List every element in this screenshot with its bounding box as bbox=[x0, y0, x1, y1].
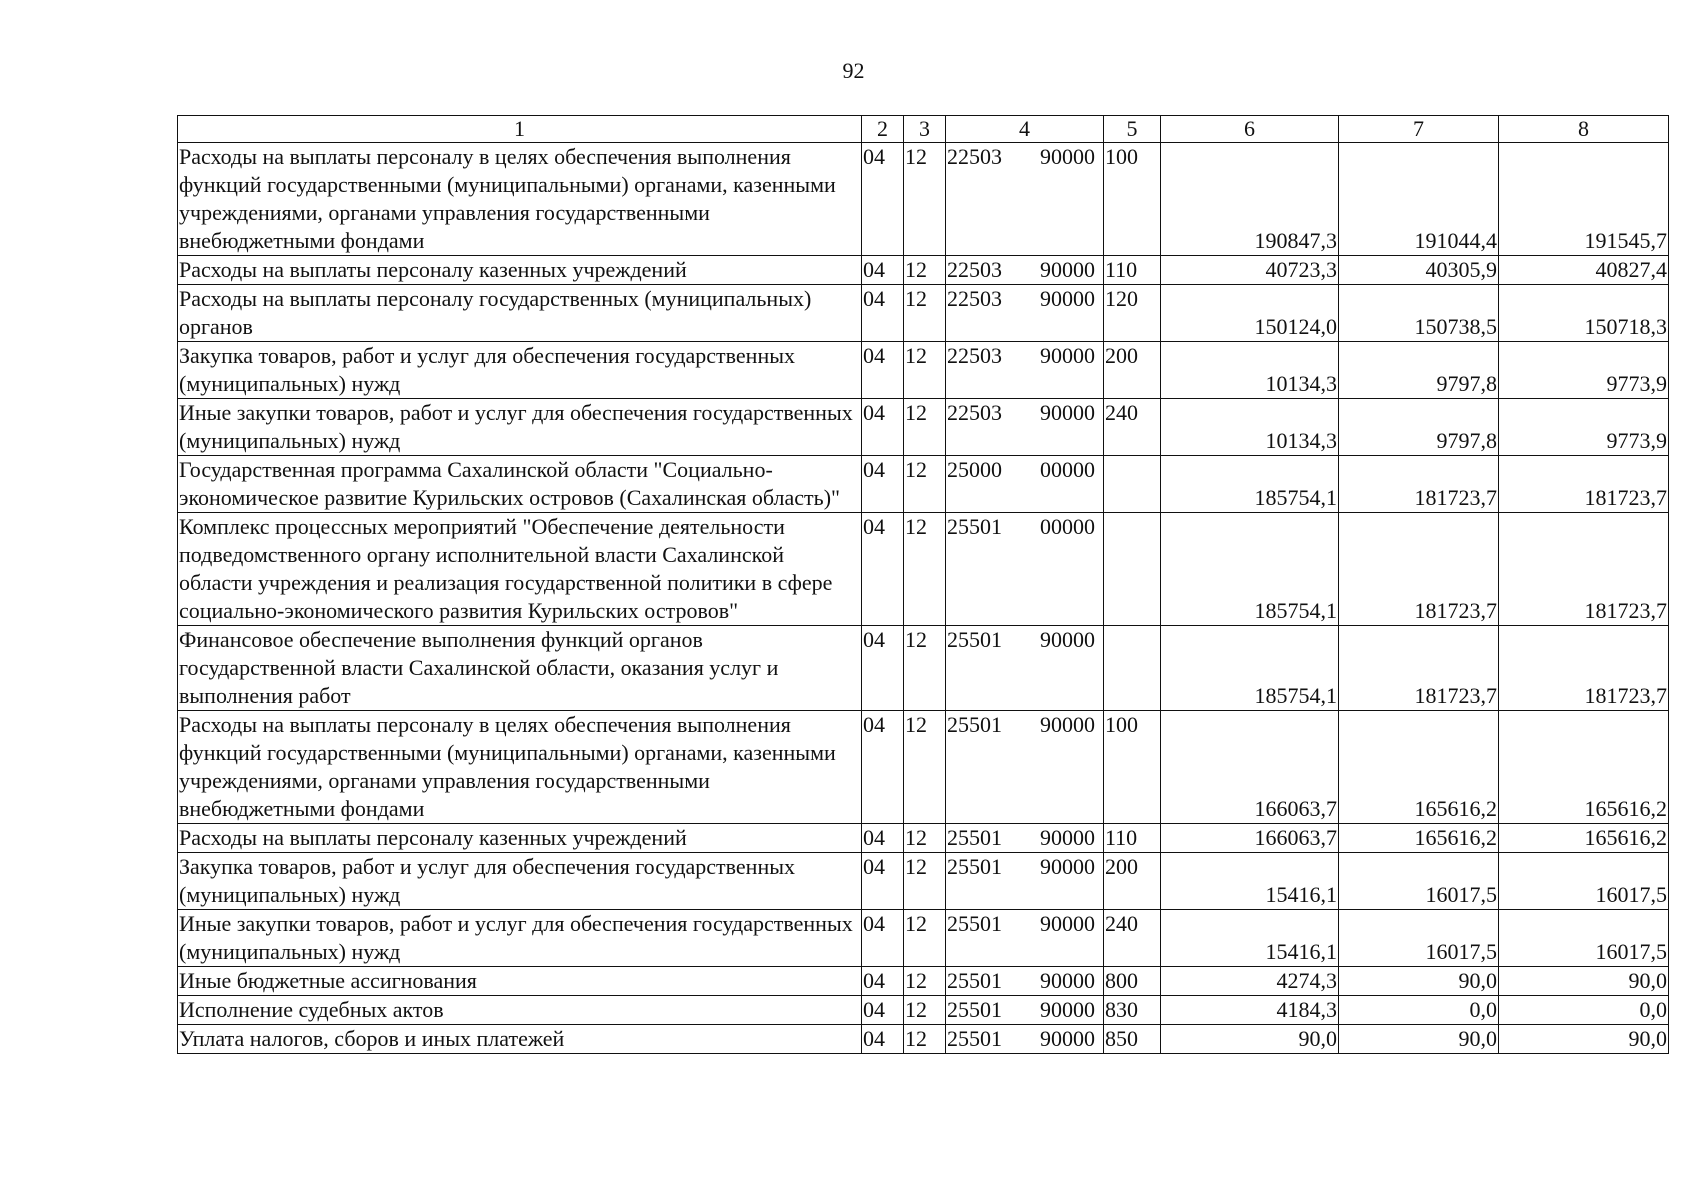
expense-type-code: 240 bbox=[1104, 399, 1161, 456]
section-code: 04 bbox=[862, 853, 904, 910]
target-article-code bbox=[946, 285, 1104, 342]
amount-year-3: 150718,3 bbox=[1499, 285, 1669, 342]
amount-year-3: 181723,7 bbox=[1499, 456, 1669, 513]
amount-year-2: 150738,5 bbox=[1339, 285, 1499, 342]
amount-year-2: 16017,5 bbox=[1339, 910, 1499, 967]
expense-type-code: 100 bbox=[1104, 143, 1161, 256]
row-description: Расходы на выплаты персоналу казенных учреждений bbox=[178, 824, 862, 853]
subsection-code: 12 bbox=[904, 711, 946, 824]
target-article-code bbox=[946, 853, 1104, 910]
amount-year-2: 90,0 bbox=[1339, 1025, 1499, 1054]
expense-type-code: 100 bbox=[1104, 711, 1161, 824]
expense-type-code: 200 bbox=[1104, 342, 1161, 399]
target-article-part2: 90000 bbox=[1040, 144, 1095, 169]
amount-year-3: 9773,9 bbox=[1499, 399, 1669, 456]
expense-type-code: 240 bbox=[1104, 910, 1161, 967]
amount-year-2: 181723,7 bbox=[1339, 456, 1499, 513]
target-article-part1: 22503 bbox=[947, 400, 1002, 425]
amount-year-3: 0,0 bbox=[1499, 996, 1669, 1025]
target-article-code bbox=[946, 824, 1104, 853]
page-number: 92 bbox=[842, 58, 865, 83]
amount-year-2: 9797,8 bbox=[1339, 399, 1499, 456]
table-row bbox=[178, 711, 1669, 824]
section-code: 04 bbox=[862, 285, 904, 342]
subsection-code: 12 bbox=[904, 285, 946, 342]
section-code: 04 bbox=[862, 513, 904, 626]
table-row bbox=[178, 399, 1669, 456]
target-article-part2: 90000 bbox=[1040, 968, 1095, 993]
amount-year-1: 90,0 bbox=[1161, 1025, 1339, 1054]
subsection-code: 12 bbox=[904, 967, 946, 996]
expense-type-code bbox=[1104, 456, 1161, 513]
target-article-part2: 90000 bbox=[1040, 997, 1095, 1022]
amount-year-1: 40723,3 bbox=[1161, 256, 1339, 285]
amount-year-1: 166063,7 bbox=[1161, 824, 1339, 853]
amount-year-1: 190847,3 bbox=[1161, 143, 1339, 256]
subsection-code: 12 bbox=[904, 853, 946, 910]
section-code: 04 bbox=[862, 1025, 904, 1054]
target-article-part1: 22503 bbox=[947, 144, 1002, 169]
target-article-part2: 90000 bbox=[1040, 712, 1095, 737]
row-description: Закупка товаров, работ и услуг для обеспечения государственных (муниципальных) нужд bbox=[178, 853, 862, 910]
amount-year-3: 40827,4 bbox=[1499, 256, 1669, 285]
table-row bbox=[178, 996, 1669, 1025]
table-row bbox=[178, 256, 1669, 285]
section-code: 04 bbox=[862, 143, 904, 256]
header-cell: 7 bbox=[1339, 116, 1499, 143]
section-code: 04 bbox=[862, 824, 904, 853]
expense-type-code: 830 bbox=[1104, 996, 1161, 1025]
row-description: Уплата налогов, сборов и иных платежей bbox=[178, 1025, 862, 1054]
amount-year-2: 9797,8 bbox=[1339, 342, 1499, 399]
target-article-part2: 90000 bbox=[1040, 854, 1095, 879]
row-description: Иные закупки товаров, работ и услуг для обеспечения государственных (муниципальных) нужд bbox=[178, 399, 862, 456]
subsection-code: 12 bbox=[904, 342, 946, 399]
subsection-code: 12 bbox=[904, 399, 946, 456]
row-description: Расходы на выплаты персоналу казенных учреждений bbox=[178, 256, 862, 285]
target-article-part2: 90000 bbox=[1040, 400, 1095, 425]
row-description: Финансовое обеспечение выполнения функций органов государственной власти Сахалинской области, оказания услуг и выполнения работ bbox=[178, 626, 862, 711]
amount-year-2: 165616,2 bbox=[1339, 824, 1499, 853]
target-article-code bbox=[946, 456, 1104, 513]
target-article-part2: 00000 bbox=[1040, 514, 1095, 539]
amount-year-2: 0,0 bbox=[1339, 996, 1499, 1025]
budget-table bbox=[177, 115, 1669, 1054]
amount-year-3: 165616,2 bbox=[1499, 711, 1669, 824]
target-article-part1: 25501 bbox=[947, 997, 1002, 1022]
subsection-code: 12 bbox=[904, 1025, 946, 1054]
amount-year-1: 185754,1 bbox=[1161, 626, 1339, 711]
target-article-code bbox=[946, 399, 1104, 456]
target-article-part2: 00000 bbox=[1040, 457, 1095, 482]
subsection-code: 12 bbox=[904, 910, 946, 967]
amount-year-2: 40305,9 bbox=[1339, 256, 1499, 285]
header-cell: 8 bbox=[1499, 116, 1669, 143]
target-article-part1: 25501 bbox=[947, 854, 1002, 879]
target-article-part2: 90000 bbox=[1040, 257, 1095, 282]
target-article-code bbox=[946, 1025, 1104, 1054]
table-row bbox=[178, 626, 1669, 711]
row-description: Расходы на выплаты персоналу государственных (муниципальных) органов bbox=[178, 285, 862, 342]
expense-type-code: 850 bbox=[1104, 1025, 1161, 1054]
row-description: Закупка товаров, работ и услуг для обеспечения государственных (муниципальных) нужд bbox=[178, 342, 862, 399]
row-description: Иные бюджетные ассигнования bbox=[178, 967, 862, 996]
target-article-code bbox=[946, 143, 1104, 256]
subsection-code: 12 bbox=[904, 626, 946, 711]
target-article-part1: 25501 bbox=[947, 712, 1002, 737]
target-article-part2: 90000 bbox=[1040, 1026, 1095, 1051]
header-cell: 6 bbox=[1161, 116, 1339, 143]
amount-year-3: 16017,5 bbox=[1499, 910, 1669, 967]
amount-year-2: 90,0 bbox=[1339, 967, 1499, 996]
target-article-part1: 25501 bbox=[947, 1026, 1002, 1051]
target-article-part1: 25501 bbox=[947, 514, 1002, 539]
section-code: 04 bbox=[862, 711, 904, 824]
amount-year-2: 181723,7 bbox=[1339, 626, 1499, 711]
table-row bbox=[178, 342, 1669, 399]
expense-type-code: 110 bbox=[1104, 824, 1161, 853]
header-cell: 5 bbox=[1104, 116, 1161, 143]
expense-type-code bbox=[1104, 513, 1161, 626]
subsection-code: 12 bbox=[904, 256, 946, 285]
amount-year-1: 10134,3 bbox=[1161, 399, 1339, 456]
subsection-code: 12 bbox=[904, 143, 946, 256]
target-article-part2: 90000 bbox=[1040, 911, 1095, 936]
section-code: 04 bbox=[862, 399, 904, 456]
target-article-code bbox=[946, 711, 1104, 824]
section-code: 04 bbox=[862, 342, 904, 399]
row-description: Государственная программа Сахалинской области "Социально-экономическое развитие Курильских островов (Сахалинская область)" bbox=[178, 456, 862, 513]
target-article-part1: 22503 bbox=[947, 257, 1002, 282]
amount-year-2: 191044,4 bbox=[1339, 143, 1499, 256]
expense-type-code: 200 bbox=[1104, 853, 1161, 910]
header-cell: 3 bbox=[904, 116, 946, 143]
target-article-part1: 22503 bbox=[947, 286, 1002, 311]
row-description: Комплекс процессных мероприятий "Обеспечение деятельности подведомственного органу исполнительной власти Сахалинской области учреждения и реализация государственной политики в сфере социально-экономического развития Курильских островов" bbox=[178, 513, 862, 626]
table-row bbox=[178, 967, 1669, 996]
table-row bbox=[178, 143, 1669, 256]
table-row bbox=[178, 456, 1669, 513]
target-article-part1: 25501 bbox=[947, 911, 1002, 936]
amount-year-3: 16017,5 bbox=[1499, 853, 1669, 910]
target-article-part2: 90000 bbox=[1040, 825, 1095, 850]
target-article-part1: 22503 bbox=[947, 343, 1002, 368]
table-row bbox=[178, 513, 1669, 626]
target-article-code bbox=[946, 626, 1104, 711]
section-code: 04 bbox=[862, 967, 904, 996]
target-article-code bbox=[946, 256, 1104, 285]
target-article-part1: 25501 bbox=[947, 627, 1002, 652]
header-cell: 2 bbox=[862, 116, 904, 143]
header-cell: 4 bbox=[946, 116, 1104, 143]
section-code: 04 bbox=[862, 996, 904, 1025]
subsection-code: 12 bbox=[904, 996, 946, 1025]
amount-year-1: 4184,3 bbox=[1161, 996, 1339, 1025]
table-row bbox=[178, 910, 1669, 967]
expense-type-code: 110 bbox=[1104, 256, 1161, 285]
table-row bbox=[178, 824, 1669, 853]
target-article-part1: 25501 bbox=[947, 825, 1002, 850]
section-code: 04 bbox=[862, 256, 904, 285]
table-row bbox=[178, 853, 1669, 910]
amount-year-2: 165616,2 bbox=[1339, 711, 1499, 824]
table-row bbox=[178, 285, 1669, 342]
subsection-code: 12 bbox=[904, 456, 946, 513]
amount-year-3: 90,0 bbox=[1499, 967, 1669, 996]
target-article-code bbox=[946, 910, 1104, 967]
header-cell: 1 bbox=[178, 116, 862, 143]
amount-year-1: 185754,1 bbox=[1161, 456, 1339, 513]
amount-year-1: 4274,3 bbox=[1161, 967, 1339, 996]
amount-year-3: 165616,2 bbox=[1499, 824, 1669, 853]
target-article-code bbox=[946, 967, 1104, 996]
target-article-code bbox=[946, 342, 1104, 399]
amount-year-1: 166063,7 bbox=[1161, 711, 1339, 824]
target-article-part1: 25000 bbox=[947, 457, 1002, 482]
expense-type-code bbox=[1104, 626, 1161, 711]
target-article-part1: 25501 bbox=[947, 968, 1002, 993]
row-description: Расходы на выплаты персоналу в целях обеспечения выполнения функций государственными (муниципальными) органами, казенными учреждениями, органами управления государственными внебюджетными фондами bbox=[178, 143, 862, 256]
amount-year-3: 181723,7 bbox=[1499, 626, 1669, 711]
section-code: 04 bbox=[862, 626, 904, 711]
section-code: 04 bbox=[862, 456, 904, 513]
target-article-part2: 90000 bbox=[1040, 343, 1095, 368]
table-header-row bbox=[178, 116, 1669, 143]
row-description: Иные закупки товаров, работ и услуг для обеспечения государственных (муниципальных) нужд bbox=[178, 910, 862, 967]
amount-year-1: 10134,3 bbox=[1161, 342, 1339, 399]
amount-year-2: 16017,5 bbox=[1339, 853, 1499, 910]
amount-year-3: 191545,7 bbox=[1499, 143, 1669, 256]
target-article-code bbox=[946, 996, 1104, 1025]
subsection-code: 12 bbox=[904, 513, 946, 626]
amount-year-1: 15416,1 bbox=[1161, 853, 1339, 910]
target-article-part2: 90000 bbox=[1040, 627, 1095, 652]
amount-year-1: 150124,0 bbox=[1161, 285, 1339, 342]
expense-type-code: 800 bbox=[1104, 967, 1161, 996]
subsection-code: 12 bbox=[904, 824, 946, 853]
amount-year-3: 90,0 bbox=[1499, 1025, 1669, 1054]
table-row bbox=[178, 1025, 1669, 1054]
amount-year-3: 9773,9 bbox=[1499, 342, 1669, 399]
amount-year-3: 181723,7 bbox=[1499, 513, 1669, 626]
row-description: Исполнение судебных актов bbox=[178, 996, 862, 1025]
target-article-part2: 90000 bbox=[1040, 286, 1095, 311]
section-code: 04 bbox=[862, 910, 904, 967]
row-description: Расходы на выплаты персоналу в целях обеспечения выполнения функций государственными (муниципальными) органами, казенными учреждениями, органами управления государственными внебюджетными фондами bbox=[178, 711, 862, 824]
target-article-code bbox=[946, 513, 1104, 626]
amount-year-2: 181723,7 bbox=[1339, 513, 1499, 626]
amount-year-1: 185754,1 bbox=[1161, 513, 1339, 626]
expense-type-code: 120 bbox=[1104, 285, 1161, 342]
amount-year-1: 15416,1 bbox=[1161, 910, 1339, 967]
